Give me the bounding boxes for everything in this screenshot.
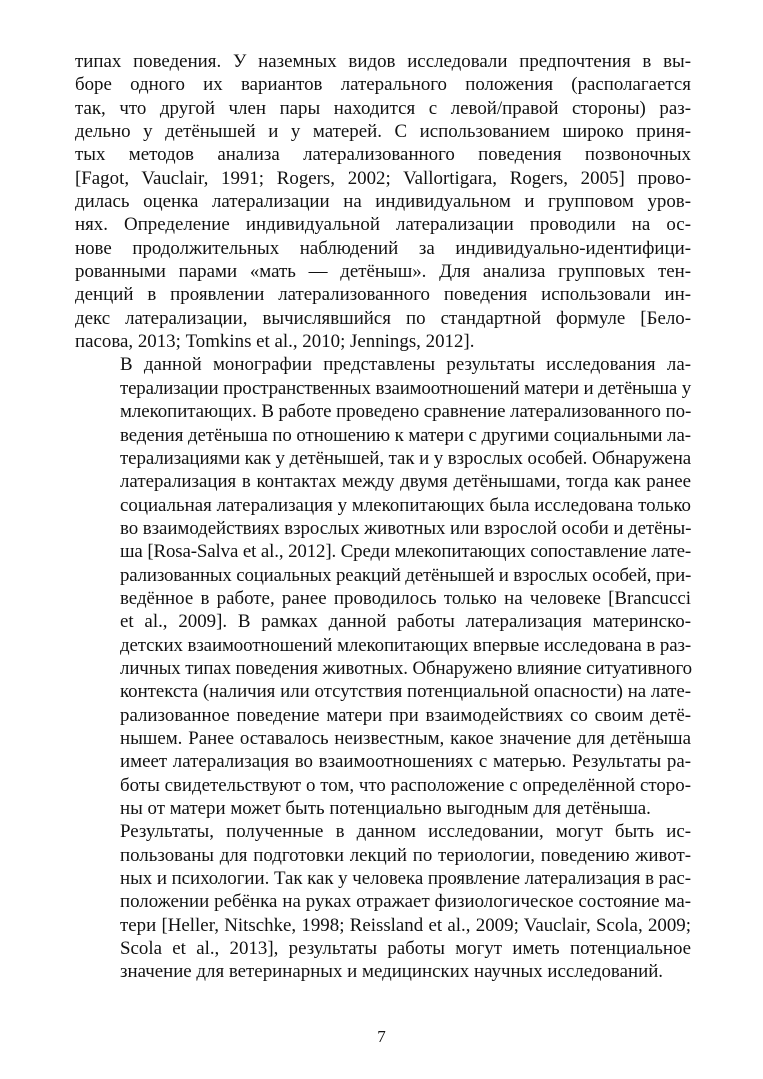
paragraph-1	[75, 50, 691, 353]
page-body	[75, 50, 691, 984]
text-line: Scola et al., 2013], результаты работы могут иметь потенциальное	[120, 938, 691, 960]
text-line: нышем. Ранее оставалось неизвестным, какое значение для детёныша	[120, 727, 691, 749]
text-line: ведения детёныша по отношению к матери с другими социальными ла-	[120, 424, 691, 446]
text-line: нове продолжительных наблюдений за индивидуально-идентифици-	[75, 237, 691, 259]
text-line: пасова, 2013; Tomkins et al., 2010; Jennings, 2012].	[75, 331, 475, 353]
text-line: во взаимодействиях взрослых животных или взрослой особи и детёны-	[120, 517, 692, 539]
text-line: латерализация в контактах между двумя детёнышами, тогда как ранее	[120, 471, 691, 493]
text-line: ведённое в работе, ранее проводилось только на человеке [Brancucci	[120, 587, 691, 609]
text-line: пользованы для подготовки лекций по териологии, поведению живот-	[120, 844, 691, 866]
text-line: терализациями как у детёнышей, так и у взрослых особей. Обнаружена	[120, 447, 692, 469]
text-line: нях. Определение индивидуальной латерализации проводили на ос-	[75, 214, 691, 236]
text-line: рализованных социальных реакций детёнышей и взрослых особей, при-	[120, 564, 692, 586]
text-line: В данной монографии представлены результаты исследования ла-	[120, 354, 691, 376]
text-line: ны от матери может быть потенциально выгодным для детёныша.	[120, 798, 651, 819]
text-line: дельно у детёнышей и у матерей. С использованием широко приня-	[75, 121, 691, 143]
text-line: значение для ветеринарных и медицинских научных исследований.	[120, 961, 664, 983]
text-line: имеет латерализация во взаимоотношениях с матерью. Результаты ра-	[120, 751, 691, 773]
text-line: боты свидетельствуют о том, что расположение с определённой сторо-	[120, 774, 691, 796]
page-number: 7	[377, 1027, 386, 1046]
text-line: декс латерализации, вычислявшийся по стандартной формуле [Бело-	[75, 307, 691, 329]
text-line: Результаты, полученные в данном исследовании, могут быть ис-	[120, 821, 691, 843]
text-line: ша [Rosa-Salva et al., 2012]. Среди млекопитающих сопоставление лате-	[120, 541, 691, 563]
text-line: положении ребёнка на руках отражает физиологическое состояние ма-	[120, 891, 691, 913]
text-line: терализации пространственных взаимоотношений матери и детёныша у	[120, 377, 691, 399]
text-line: типах поведения. У наземных видов исследовали предпочтения в вы-	[75, 51, 691, 72]
text-line: дилась оценка латерализации на индивидуальном и групповом уров-	[75, 191, 691, 213]
text-line: ных и психологии. Так как у человека проявление латерализация в рас-	[120, 868, 691, 890]
text-line: денций в проявлении латерализованного поведения использовали ин-	[75, 284, 691, 306]
text-line: тери [Heller, Nitschke, 1998; Reissland et al., 2009; Vauclair, Scola, 2009;	[120, 914, 691, 936]
text-line: рованными парами «мать — детёныш». Для анализа групповых тен-	[75, 261, 691, 283]
text-line: тых методов анализа латерализованного поведения позвоночных	[75, 144, 691, 166]
text-line: et al., 2009]. В рамках данной работы латерализация материнско-	[120, 611, 691, 633]
text-line: детских взаимоотношений млекопитающих впервые исследована в раз-	[120, 634, 691, 656]
paragraph-2	[75, 353, 691, 820]
text-line: млекопитающих. В работе проведено сравнение латерализованного по-	[120, 401, 692, 423]
text-line: контекста (наличия или отсутствия потенциальной опасности) на лате-	[120, 681, 691, 703]
text-line: [Fagot, Vauclair, 1991; Rogers, 2002; Vallortigara, Rogers, 2005] прово-	[75, 167, 691, 189]
text-line: так, что другой член пары находится с левой/правой стороны) раз-	[75, 97, 691, 119]
text-line: личных типах поведения животных. Обнаружено влияние ситуативного	[120, 657, 692, 679]
text-line: боре одного их вариантов латерального положения (располагается	[75, 74, 691, 96]
text-line: социальная латерализация у млекопитающих была исследована только	[120, 494, 691, 516]
text-line: рализованное поведение матери при взаимодействиях со своим детё-	[120, 704, 691, 726]
paragraph-3	[75, 820, 691, 983]
